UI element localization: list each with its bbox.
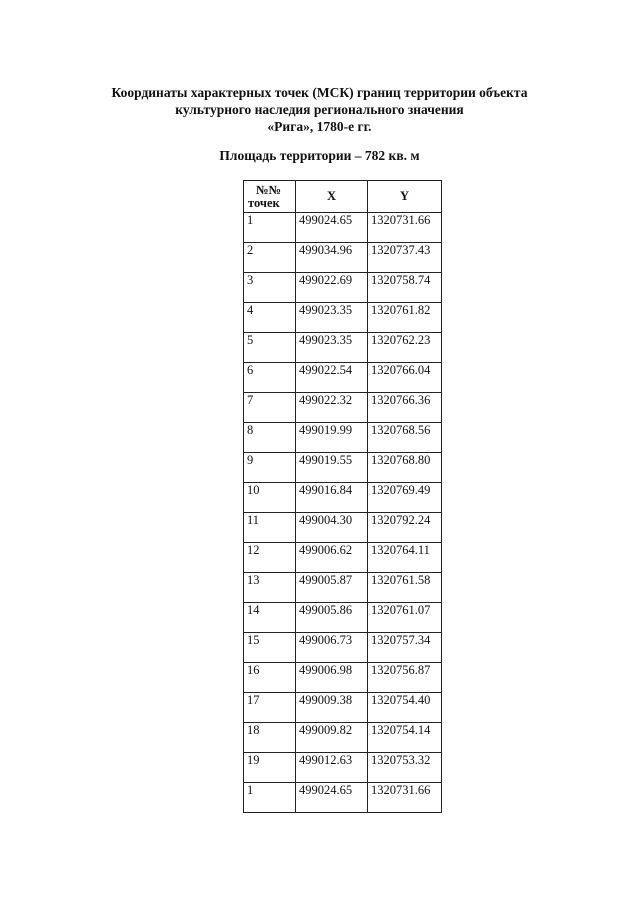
point-number-cell: 18 <box>244 723 296 753</box>
table-row <box>244 333 442 363</box>
header-x: X <box>296 181 368 213</box>
y-coordinate-cell: 1320766.04 <box>368 363 442 393</box>
x-coordinate-cell: 499019.99 <box>296 423 368 453</box>
y-coordinate-cell: 1320758.74 <box>368 273 442 303</box>
y-coordinate-cell: 1320761.58 <box>368 573 442 603</box>
table-row <box>244 663 442 693</box>
document-title <box>0 84 639 135</box>
y-coordinate-cell: 1320731.66 <box>368 213 442 243</box>
table-row <box>244 483 442 513</box>
x-coordinate-cell: 499022.54 <box>296 363 368 393</box>
header-y: Y <box>368 181 442 213</box>
y-coordinate-cell: 1320761.82 <box>368 303 442 333</box>
y-coordinate-cell: 1320754.40 <box>368 693 442 723</box>
y-coordinate-cell: 1320768.56 <box>368 423 442 453</box>
table-row <box>244 453 442 483</box>
y-coordinate-cell: 1320792.24 <box>368 513 442 543</box>
y-coordinate-cell: 1320757.34 <box>368 633 442 663</box>
y-coordinate-cell: 1320756.87 <box>368 663 442 693</box>
point-number-cell: 5 <box>244 333 296 363</box>
x-coordinate-cell: 499004.30 <box>296 513 368 543</box>
point-number-cell: 4 <box>244 303 296 333</box>
x-coordinate-cell: 499005.86 <box>296 603 368 633</box>
table-row <box>244 363 442 393</box>
y-coordinate-cell: 1320754.14 <box>368 723 442 753</box>
x-coordinate-cell: 499024.65 <box>296 213 368 243</box>
x-coordinate-cell: 499022.69 <box>296 273 368 303</box>
y-coordinate-cell: 1320737.43 <box>368 243 442 273</box>
point-number-cell: 1 <box>244 783 296 813</box>
x-coordinate-cell: 499022.32 <box>296 393 368 423</box>
title-line-2: культурного наследия регионального значения <box>175 102 464 117</box>
x-coordinate-cell: 499009.82 <box>296 723 368 753</box>
point-number-cell: 6 <box>244 363 296 393</box>
point-number-cell: 1 <box>244 213 296 243</box>
table-row <box>244 273 442 303</box>
table-row <box>244 633 442 663</box>
x-coordinate-cell: 499019.55 <box>296 453 368 483</box>
point-number-cell: 7 <box>244 393 296 423</box>
point-number-cell: 3 <box>244 273 296 303</box>
point-number-cell: 14 <box>244 603 296 633</box>
table-row <box>244 753 442 783</box>
y-coordinate-cell: 1320731.66 <box>368 783 442 813</box>
table-row <box>244 693 442 723</box>
table-row <box>244 513 442 543</box>
table-row <box>244 573 442 603</box>
x-coordinate-cell: 499023.35 <box>296 333 368 363</box>
x-coordinate-cell: 499024.65 <box>296 783 368 813</box>
territory-area: Площадь территории – 782 кв. м <box>219 148 420 163</box>
point-number-cell: 8 <box>244 423 296 453</box>
header-point-number-line2: точек <box>248 195 280 210</box>
point-number-cell: 16 <box>244 663 296 693</box>
header-point-number <box>244 181 296 213</box>
x-coordinate-cell: 499009.38 <box>296 693 368 723</box>
header-point-number-line1: №№ <box>256 182 282 197</box>
table-row <box>244 783 442 813</box>
coordinates-table <box>243 180 442 813</box>
title-line-3: «Рига», 1780-е гг. <box>267 119 372 134</box>
point-number-cell: 9 <box>244 453 296 483</box>
y-coordinate-cell: 1320762.23 <box>368 333 442 363</box>
x-coordinate-cell: 499023.35 <box>296 303 368 333</box>
y-coordinate-cell: 1320766.36 <box>368 393 442 423</box>
x-coordinate-cell: 499006.98 <box>296 663 368 693</box>
x-coordinate-cell: 499016.84 <box>296 483 368 513</box>
x-coordinate-cell: 499012.63 <box>296 753 368 783</box>
point-number-cell: 2 <box>244 243 296 273</box>
y-coordinate-cell: 1320753.32 <box>368 753 442 783</box>
point-number-cell: 13 <box>244 573 296 603</box>
table-body <box>244 213 442 813</box>
x-coordinate-cell: 499005.87 <box>296 573 368 603</box>
table-row <box>244 723 442 753</box>
x-coordinate-cell: 499034.96 <box>296 243 368 273</box>
table-row <box>244 213 442 243</box>
point-number-cell: 15 <box>244 633 296 663</box>
point-number-cell: 11 <box>244 513 296 543</box>
point-number-cell: 12 <box>244 543 296 573</box>
x-coordinate-cell: 499006.62 <box>296 543 368 573</box>
table-row <box>244 603 442 633</box>
table-row <box>244 543 442 573</box>
table-row <box>244 243 442 273</box>
table-row <box>244 303 442 333</box>
point-number-cell: 10 <box>244 483 296 513</box>
x-coordinate-cell: 499006.73 <box>296 633 368 663</box>
point-number-cell: 17 <box>244 693 296 723</box>
table-row <box>244 423 442 453</box>
title-line-1: Координаты характерных точек (МСК) границ территории объекта <box>111 85 528 100</box>
table-header-row <box>244 181 442 213</box>
y-coordinate-cell: 1320761.07 <box>368 603 442 633</box>
point-number-cell: 19 <box>244 753 296 783</box>
table-row <box>244 393 442 423</box>
y-coordinate-cell: 1320768.80 <box>368 453 442 483</box>
y-coordinate-cell: 1320764.11 <box>368 543 442 573</box>
y-coordinate-cell: 1320769.49 <box>368 483 442 513</box>
